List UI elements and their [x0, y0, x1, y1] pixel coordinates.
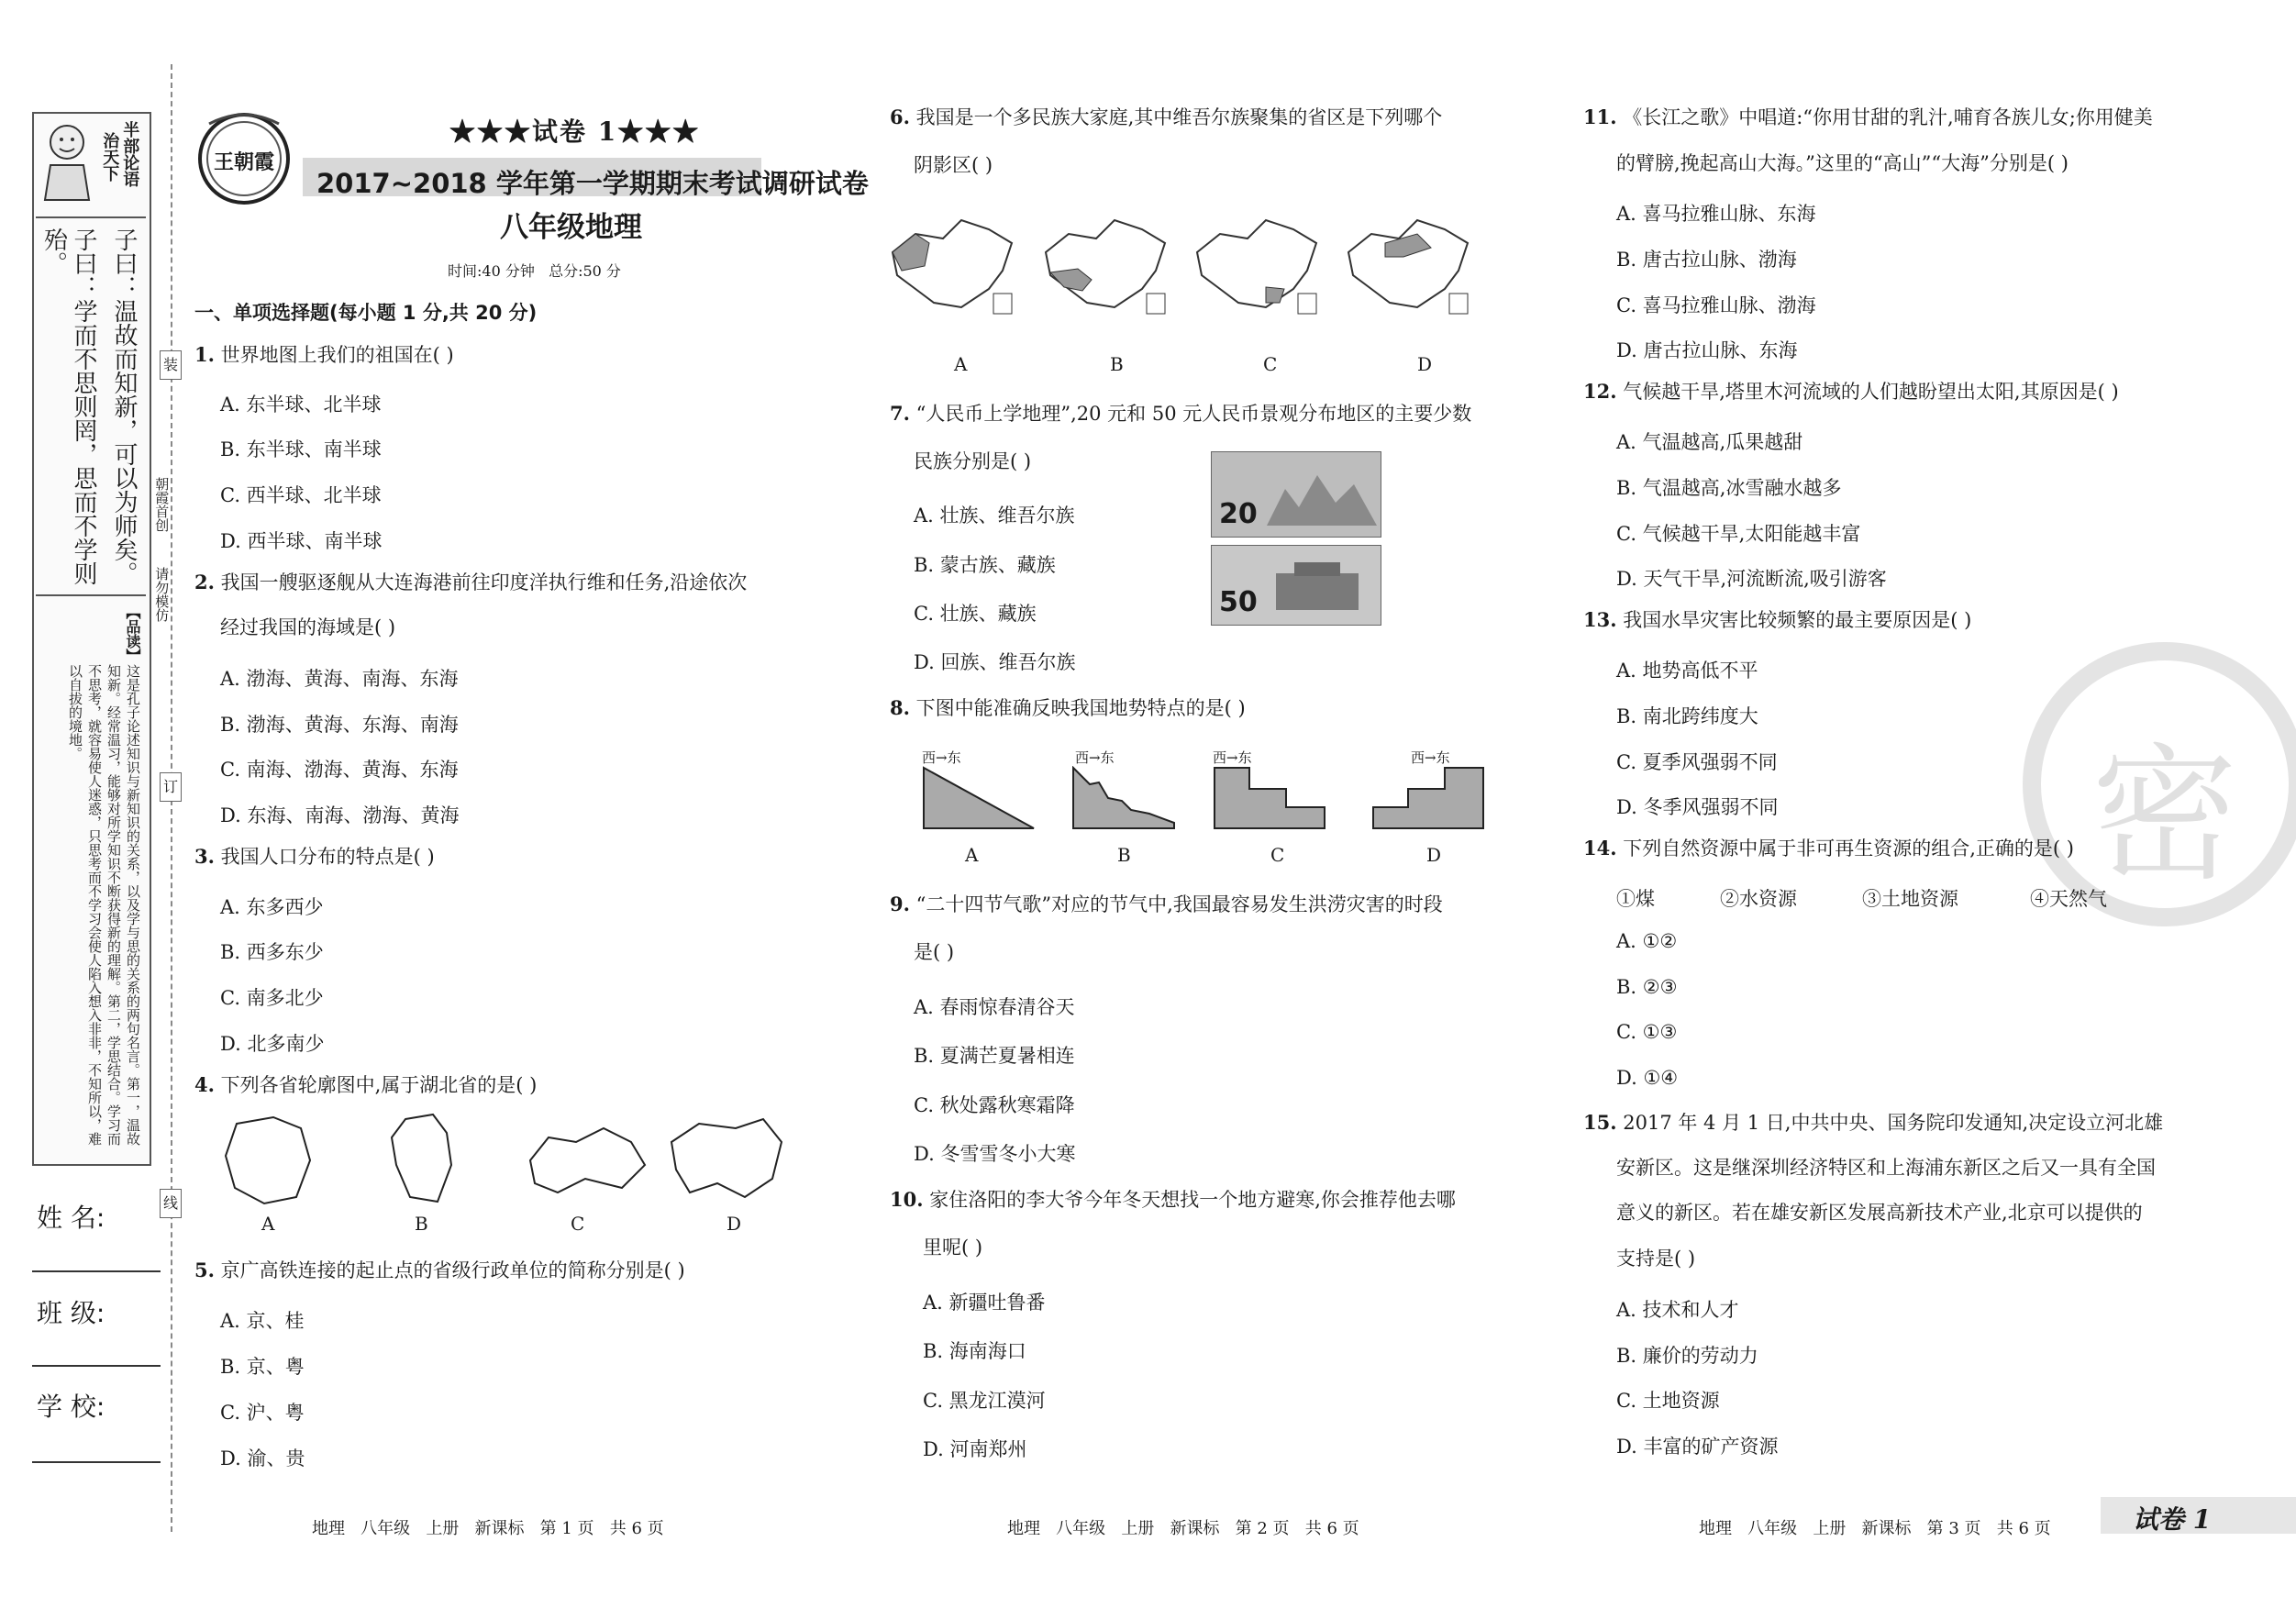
q8-arrow-c: 西→东 [1213, 749, 1252, 766]
q12-option-a[interactable]: A. 气温越高,瓜果越甜 [1616, 431, 1803, 453]
q8-caption-a: A [965, 844, 979, 866]
q14-option-c[interactable]: C. ①③ [1616, 1021, 1678, 1043]
q3-option-b[interactable]: B. 西多东少 [220, 941, 324, 963]
question-12: 12. 气候越干旱,塔里木河流域的人们越盼望出太阳,其原因是( ) [1583, 380, 2119, 403]
q2-option-d[interactable]: D. 东海、南海、渤海、黄海 [220, 804, 460, 826]
question-1: 1. 世界地图上我们的祖国在( ) [194, 343, 454, 366]
footer-page-1: 地理 八年级 上册 新课标 第 1 页 共 6 页 [312, 1519, 664, 1538]
q3-option-c[interactable]: C. 南多北少 [220, 987, 324, 1009]
q8-arrow-b: 西→东 [1075, 749, 1115, 766]
q14-option-b[interactable]: B. ②③ [1616, 976, 1678, 998]
reading-text: 这是孔子论述知识与新知识的关系，以及学与思的关系的两句名言。第一，温故知新。经常温习，能够对所学知识不断获得新的理解。第二，学思结合。学习而不思考，就容易使人迷惑，只思考而不学习会使人陷入想入非非，不知所以，难以自拔的境地。 [67, 664, 141, 1146]
binding-mark-zhuang: 装 [160, 350, 182, 380]
q5-option-b[interactable]: B. 京、粤 [220, 1356, 305, 1378]
name-label: 姓 名: [37, 1203, 105, 1233]
q4-caption-a: A [261, 1213, 275, 1235]
q5-option-c[interactable]: C. 沪、粤 [220, 1402, 305, 1424]
banknote-20-value: 20 [1219, 498, 1258, 530]
q4-caption-c: C [571, 1213, 585, 1235]
q13-option-c[interactable]: C. 夏季风强弱不同 [1616, 751, 1778, 773]
q6-caption-a: A [954, 353, 968, 375]
q12-option-d[interactable]: D. 天气干旱,河流断流,吸引游客 [1616, 568, 1887, 590]
banknote-20-image [1211, 451, 1381, 538]
question-2-cont: 经过我国的海域是( ) [220, 616, 396, 638]
subject-title: 八年级地理 [500, 211, 642, 244]
question-6: 6. 我国是一个多民族大家庭,其中维吾尔族聚集的省区是下列哪个 [890, 105, 1443, 128]
banknote-50-image [1211, 545, 1381, 626]
q15-option-a[interactable]: A. 技术和人才 [1616, 1299, 1739, 1321]
secret-stamp-text: 密 [2091, 729, 2238, 901]
q8-caption-c: C [1270, 844, 1285, 866]
footer-page-2: 地理 八年级 上册 新课标 第 2 页 共 6 页 [1007, 1519, 1359, 1538]
class-label: 班 级: [37, 1298, 105, 1328]
q7-option-d[interactable]: D. 回族、维吾尔族 [914, 651, 1076, 673]
q8-caption-b: B [1117, 844, 1131, 866]
q14-item-3: ③土地资源 [1862, 888, 1958, 910]
question-14: 14. 下列自然资源中属于非可再生资源的组合,正确的是( ) [1583, 837, 2074, 859]
question-11: 11. 《长江之歌》中唱道:“你用甘甜的乳汁,哺育各族儿女;你用健美 [1583, 105, 2153, 128]
question-4: 4. 下列各省轮廓图中,属于湖北省的是( ) [194, 1073, 538, 1096]
question-7-cont: 民族分别是( ) [914, 450, 1032, 472]
q6-caption-d: D [1417, 353, 1433, 375]
q12-option-c[interactable]: C. 气候越干旱,太阳能越丰富 [1616, 523, 1861, 545]
q2-option-c[interactable]: C. 南海、渤海、黄海、东海 [220, 759, 459, 781]
china-map-c[interactable] [1192, 216, 1321, 320]
province-outline-b[interactable] [378, 1110, 470, 1214]
q15-option-b[interactable]: B. 廉价的劳动力 [1616, 1345, 1758, 1367]
terrain-profile-b[interactable] [1071, 766, 1177, 834]
q6-caption-b: B [1110, 353, 1124, 375]
question-5: 5. 京广高铁连接的起止点的省级行政单位的简称分别是( ) [194, 1259, 685, 1281]
q9-option-d[interactable]: D. 冬雪雪冬小大寒 [914, 1143, 1076, 1165]
province-outline-c[interactable] [521, 1119, 649, 1205]
q6-caption-c: C [1263, 353, 1278, 375]
q3-option-a[interactable]: A. 东多西少 [220, 896, 324, 918]
question-13: 13. 我国水旱灾害比较频繁的最主要原因是( ) [1583, 608, 1972, 631]
q11-option-a[interactable]: A. 喜马拉雅山脉、东海 [1616, 203, 1816, 225]
confucius-icon [39, 119, 94, 202]
question-9: 9. “二十四节气歌”对应的节气中,我国最容易发生洪涝灾害的时段 [890, 893, 1443, 915]
q14-option-a[interactable]: A. ①② [1616, 930, 1678, 952]
q10-option-b[interactable]: B. 海南海口 [923, 1340, 1026, 1362]
q13-option-d[interactable]: D. 冬季风强弱不同 [1616, 796, 1779, 818]
footer-page-3: 地理 八年级 上册 新课标 第 3 页 共 6 页 [1699, 1519, 2051, 1538]
exam-title: 2017~2018 学年第一学期期末考试调研试卷 [316, 168, 869, 199]
question-8: 8. 下图中能准确反映我国地势特点的是( ) [890, 696, 1246, 719]
q7-option-b[interactable]: B. 蒙古族、藏族 [914, 554, 1056, 576]
q12-option-b[interactable]: B. 气温越高,冰雪融水越多 [1616, 477, 1842, 499]
q13-option-b[interactable]: B. 南北跨纬度大 [1616, 705, 1758, 727]
question-10-cont: 里呢( ) [923, 1237, 983, 1259]
quote-line-2: 子曰：学而不思则罔，思而不学则殆。 [39, 227, 97, 585]
china-map-b[interactable] [1041, 216, 1170, 320]
q10-option-d[interactable]: D. 河南郑州 [923, 1438, 1027, 1460]
q1-option-a[interactable]: A. 东半球、北半球 [220, 394, 382, 416]
vertical-note-2: 请勿模仿 [153, 567, 171, 622]
q14-item-4: ④天然气 [2030, 888, 2107, 910]
q8-arrow-d: 西→东 [1411, 749, 1450, 766]
q14-option-d[interactable]: D. ①④ [1616, 1067, 1679, 1089]
footer-paper-tag: 试卷 1 [2133, 1504, 2212, 1535]
q7-option-a[interactable]: A. 壮族、维吾尔族 [914, 505, 1075, 527]
question-6-cont: 阴影区( ) [914, 154, 993, 176]
question-3: 3. 我国人口分布的特点是( ) [194, 845, 435, 868]
q5-option-a[interactable]: A. 京、桂 [220, 1310, 305, 1332]
question-11-cont: 的臂膀,挽起高山大海。”这里的“高山”“大海”分别是( ) [1616, 152, 2069, 174]
publisher-logo [191, 105, 301, 206]
reading-label: 【品读】 [124, 604, 141, 663]
q14-item-2: ②水资源 [1720, 888, 1797, 910]
class-blank[interactable] [32, 1365, 161, 1367]
q8-caption-d: D [1426, 844, 1442, 866]
q15-option-c[interactable]: C. 土地资源 [1616, 1390, 1720, 1412]
quote-line-1: 子曰：温故而知新，可以为师矣。 [110, 227, 138, 585]
sidebar-header-sub: 治天下 [100, 132, 120, 182]
q10-option-a[interactable]: A. 新疆吐鲁番 [923, 1292, 1046, 1314]
paper-tag: ★★★试卷 1★★★ [449, 116, 701, 147]
q15-option-d[interactable]: D. 丰富的矿产资源 [1616, 1436, 1779, 1458]
question-15-cont-2: 意义的新区。若在雄安新区发展高新技术产业,北京可以提供的 [1616, 1202, 2143, 1224]
logo-text: 王朝霞 [213, 150, 274, 174]
q2-option-a[interactable]: A. 渤海、黄海、南海、东海 [220, 668, 459, 690]
province-outline-a[interactable] [218, 1110, 319, 1214]
name-blank[interactable] [32, 1270, 161, 1272]
question-7: 7. “人民币上学地理”,20 元和 50 元人民币景观分布地区的主要少数 [890, 402, 1472, 425]
q3-option-d[interactable]: D. 北多南少 [220, 1033, 325, 1055]
q5-option-d[interactable]: D. 渝、贵 [220, 1447, 305, 1469]
section-heading: 一、单项选择题(每小题 1 分,共 20 分) [194, 302, 538, 324]
q4-caption-d: D [727, 1213, 742, 1235]
binding-mark-ding: 订 [160, 772, 182, 802]
q1-option-d[interactable]: D. 西半球、南半球 [220, 530, 383, 552]
question-15-cont-1: 安新区。这是继深圳经济特区和上海浦东新区之后又一具有全国 [1616, 1157, 2156, 1179]
q1-option-b[interactable]: B. 东半球、南半球 [220, 438, 382, 460]
china-map-a[interactable] [888, 216, 1016, 320]
q14-item-1: ①煤 [1616, 888, 1655, 910]
q9-option-b[interactable]: B. 夏满芒夏暑相连 [914, 1045, 1075, 1067]
question-2: 2. 我国一艘驱逐舰从大连海港前往印度洋执行维和任务,沿途依次 [194, 571, 748, 593]
terrain-profile-d[interactable] [1371, 766, 1486, 834]
vertical-note-1: 朝霞首创 [153, 477, 171, 532]
q11-option-b[interactable]: B. 唐古拉山脉、渤海 [1616, 249, 1797, 271]
sidebar-header-chars: 半部论语 [120, 121, 140, 187]
q9-option-c[interactable]: C. 秋处露秋寒霜降 [914, 1094, 1075, 1116]
binding-mark-xian: 线 [160, 1189, 182, 1218]
terrain-profile-a[interactable] [922, 766, 1037, 834]
q11-option-d[interactable]: D. 唐古拉山脉、东海 [1616, 339, 1798, 361]
q9-option-a[interactable]: A. 春雨惊春清谷天 [914, 996, 1075, 1018]
q2-option-b[interactable]: B. 渤海、黄海、东海、南海 [220, 714, 459, 736]
province-outline-d[interactable] [662, 1115, 791, 1210]
quote-box [36, 216, 146, 596]
q11-option-c[interactable]: C. 喜马拉雅山脉、渤海 [1616, 294, 1816, 316]
school-blank[interactable] [32, 1461, 161, 1463]
question-10: 10. 家住洛阳的李大爷今年冬天想找一个地方避寒,你会推荐他去哪 [890, 1188, 1456, 1211]
q13-option-a[interactable]: A. 地势高低不平 [1616, 660, 1758, 682]
banknote-50-value: 50 [1219, 586, 1258, 618]
exam-meta: 时间:40 分钟 总分:50 分 [448, 262, 621, 280]
q10-option-c[interactable]: C. 黑龙江漠河 [923, 1390, 1046, 1412]
question-15-cont-3: 支持是( ) [1616, 1248, 1696, 1270]
sidebar-panel [32, 112, 151, 1166]
china-map-d[interactable] [1344, 216, 1472, 320]
q4-caption-b: B [415, 1213, 428, 1235]
q7-option-c[interactable]: C. 壮族、藏族 [914, 603, 1037, 625]
q8-arrow-a: 西→东 [922, 749, 961, 766]
question-9-cont: 是( ) [914, 941, 955, 963]
q1-option-c[interactable]: C. 西半球、北半球 [220, 484, 382, 506]
terrain-profile-c[interactable] [1213, 766, 1327, 834]
question-15: 15. 2017 年 4 月 1 日,中共中央、国务院印发通知,决定设立河北雄 [1583, 1111, 2164, 1134]
school-label: 学 校: [37, 1392, 105, 1422]
